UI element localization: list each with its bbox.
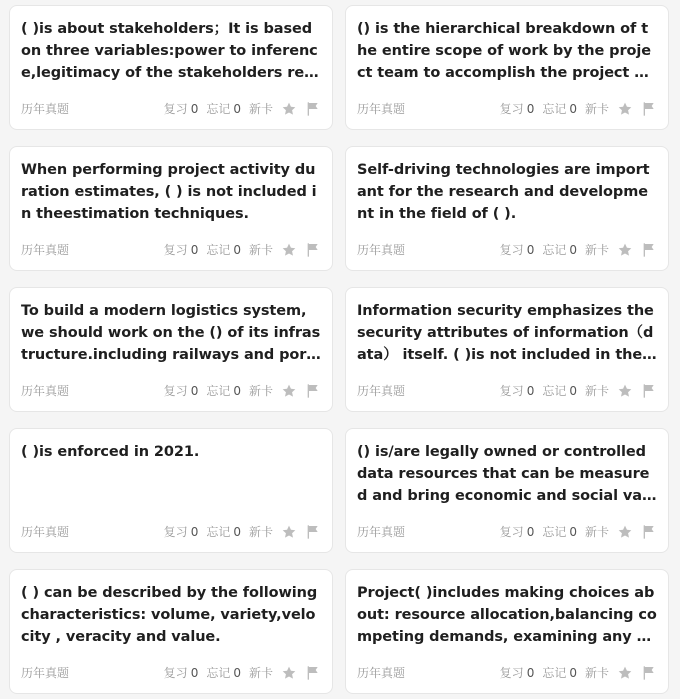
question-text: To build a modern logistics system, we should work on the () of its infrastructure.including railways and port: [21, 303, 321, 363]
card-footer: [21, 664, 321, 681]
new-card-label: 新卡: [248, 666, 273, 680]
new-card-label: 新卡: [584, 666, 609, 680]
forget-count: 0: [569, 666, 577, 680]
new-card-label: 新卡: [248, 102, 273, 116]
review-label: 复习: [499, 666, 524, 680]
question-card[interactable]: [345, 569, 669, 694]
star-icon[interactable]: [617, 383, 633, 399]
forget-stat: [206, 664, 241, 681]
star-icon[interactable]: [281, 242, 297, 258]
question-card[interactable]: [9, 146, 333, 271]
flag-icon[interactable]: [305, 101, 321, 117]
card-footer: [21, 523, 321, 540]
source-label: 历年真题: [21, 666, 70, 680]
flag-icon[interactable]: [305, 242, 321, 258]
question-text: ( ) can be described by the following characteristics: volume, variety,velocity , veracity and value.: [21, 585, 318, 645]
forget-count: 0: [569, 102, 577, 116]
flag-icon[interactable]: [305, 665, 321, 681]
question-card[interactable]: [9, 5, 333, 130]
forget-stat: [542, 241, 577, 258]
forget-stat: [206, 241, 241, 258]
review-label: 复习: [499, 525, 524, 539]
review-count: 0: [526, 525, 535, 539]
review-label: 复习: [499, 102, 524, 116]
review-label: 复习: [163, 243, 188, 257]
question-card[interactable]: [345, 428, 669, 553]
source-label: 历年真题: [357, 384, 406, 398]
flag-icon[interactable]: [641, 524, 657, 540]
flag-icon[interactable]: [305, 524, 321, 540]
review-label: 复习: [163, 525, 188, 539]
forget-count: 0: [233, 666, 241, 680]
star-icon[interactable]: [617, 524, 633, 540]
forget-count: 0: [233, 243, 241, 257]
question-card[interactable]: [9, 287, 333, 412]
forget-label: 忘记: [542, 102, 567, 116]
question-text: () is/are legally owned or controlled data resources that can be measured and bring economic and social val: [357, 444, 650, 504]
forget-label: 忘记: [542, 525, 567, 539]
new-card-label: 新卡: [584, 525, 609, 539]
forget-stat: [206, 100, 241, 117]
card-footer: [357, 100, 657, 117]
star-icon[interactable]: [281, 665, 297, 681]
forget-count: 0: [569, 243, 577, 257]
star-icon[interactable]: [281, 383, 297, 399]
question-text: Information security emphasizes the security attributes of information（data） itself. ( )is not included in the s: [357, 303, 656, 363]
question-text: ( )is enforced in 2021.: [21, 444, 200, 460]
question-text: () is the hierarchical breakdown of the entire scope of work by the project team to accomplish the project ob: [357, 21, 655, 81]
review-label: 复习: [163, 102, 188, 116]
source-label: 历年真题: [357, 525, 406, 539]
card-footer: [357, 382, 657, 399]
new-card-label: 新卡: [248, 384, 273, 398]
question-card[interactable]: [345, 287, 669, 412]
forget-label: 忘记: [206, 666, 231, 680]
forget-stat: [542, 382, 577, 399]
card-footer: [357, 241, 657, 258]
forget-stat: [206, 523, 241, 540]
new-card-label: 新卡: [248, 525, 273, 539]
card-footer: [21, 382, 321, 399]
source-label: 历年真题: [357, 666, 406, 680]
review-stat: [164, 100, 199, 117]
review-stat: [164, 241, 199, 258]
review-label: 复习: [163, 384, 188, 398]
question-card[interactable]: [345, 146, 669, 271]
source-label: 历年真题: [357, 243, 406, 257]
new-card-label: 新卡: [248, 243, 273, 257]
forget-count: 0: [233, 384, 241, 398]
forget-label: 忘记: [206, 243, 231, 257]
source-label: 历年真题: [21, 102, 70, 116]
flag-icon[interactable]: [641, 665, 657, 681]
forget-label: 忘记: [542, 384, 567, 398]
source-label: 历年真题: [357, 102, 406, 116]
flag-icon[interactable]: [641, 242, 657, 258]
question-text: ( )is about stakeholders；It is based on three variables:power to inference,legitimacy of the stakeholders rela: [21, 21, 319, 81]
star-icon[interactable]: [617, 242, 633, 258]
star-icon[interactable]: [281, 524, 297, 540]
review-count: 0: [526, 243, 535, 257]
flag-icon[interactable]: [641, 383, 657, 399]
review-count: 0: [190, 243, 199, 257]
review-stat: [500, 664, 535, 681]
new-card-label: 新卡: [584, 243, 609, 257]
review-stat: [500, 523, 535, 540]
question-card[interactable]: [9, 428, 333, 553]
forget-stat: [542, 100, 577, 117]
review-label: 复习: [499, 384, 524, 398]
source-label: 历年真题: [21, 384, 70, 398]
question-card[interactable]: [9, 569, 333, 694]
review-label: 复习: [499, 243, 524, 257]
forget-count: 0: [569, 384, 577, 398]
forget-label: 忘记: [206, 525, 231, 539]
review-stat: [500, 382, 535, 399]
star-icon[interactable]: [281, 101, 297, 117]
question-text: Project( )includes making choices about: resource allocation,balancing competing demands, examining any al: [357, 585, 657, 645]
flag-icon[interactable]: [305, 383, 321, 399]
card-footer: [357, 523, 657, 540]
review-stat: [500, 241, 535, 258]
review-stat: [164, 664, 199, 681]
forget-count: 0: [569, 525, 577, 539]
star-icon[interactable]: [617, 101, 633, 117]
review-stat: [500, 100, 535, 117]
card-footer: [357, 664, 657, 681]
review-count: 0: [190, 525, 199, 539]
card-footer: [21, 100, 321, 117]
review-label: 复习: [163, 666, 188, 680]
forget-stat: [542, 523, 577, 540]
review-stat: [164, 523, 199, 540]
forget-stat: [542, 664, 577, 681]
question-text: When performing project activity duration estimates, ( ) is not included in theestimation techniques.: [21, 162, 317, 222]
star-icon[interactable]: [617, 665, 633, 681]
review-count: 0: [190, 384, 199, 398]
source-label: 历年真题: [21, 243, 70, 257]
review-count: 0: [526, 666, 535, 680]
forget-count: 0: [233, 102, 241, 116]
review-count: 0: [190, 666, 199, 680]
new-card-label: 新卡: [584, 102, 609, 116]
forget-label: 忘记: [206, 384, 231, 398]
flag-icon[interactable]: [641, 101, 657, 117]
forget-label: 忘记: [206, 102, 231, 116]
forget-stat: [206, 382, 241, 399]
review-count: 0: [526, 384, 535, 398]
question-text: Self-driving technologies are important for the research and development in the field of ( ).: [357, 162, 650, 222]
review-count: 0: [190, 102, 199, 116]
card-footer: [21, 241, 321, 258]
forget-label: 忘记: [542, 666, 567, 680]
new-card-label: 新卡: [584, 384, 609, 398]
review-count: 0: [526, 102, 535, 116]
source-label: 历年真题: [21, 525, 70, 539]
question-card[interactable]: [345, 5, 669, 130]
forget-count: 0: [233, 525, 241, 539]
review-stat: [164, 382, 199, 399]
forget-label: 忘记: [542, 243, 567, 257]
